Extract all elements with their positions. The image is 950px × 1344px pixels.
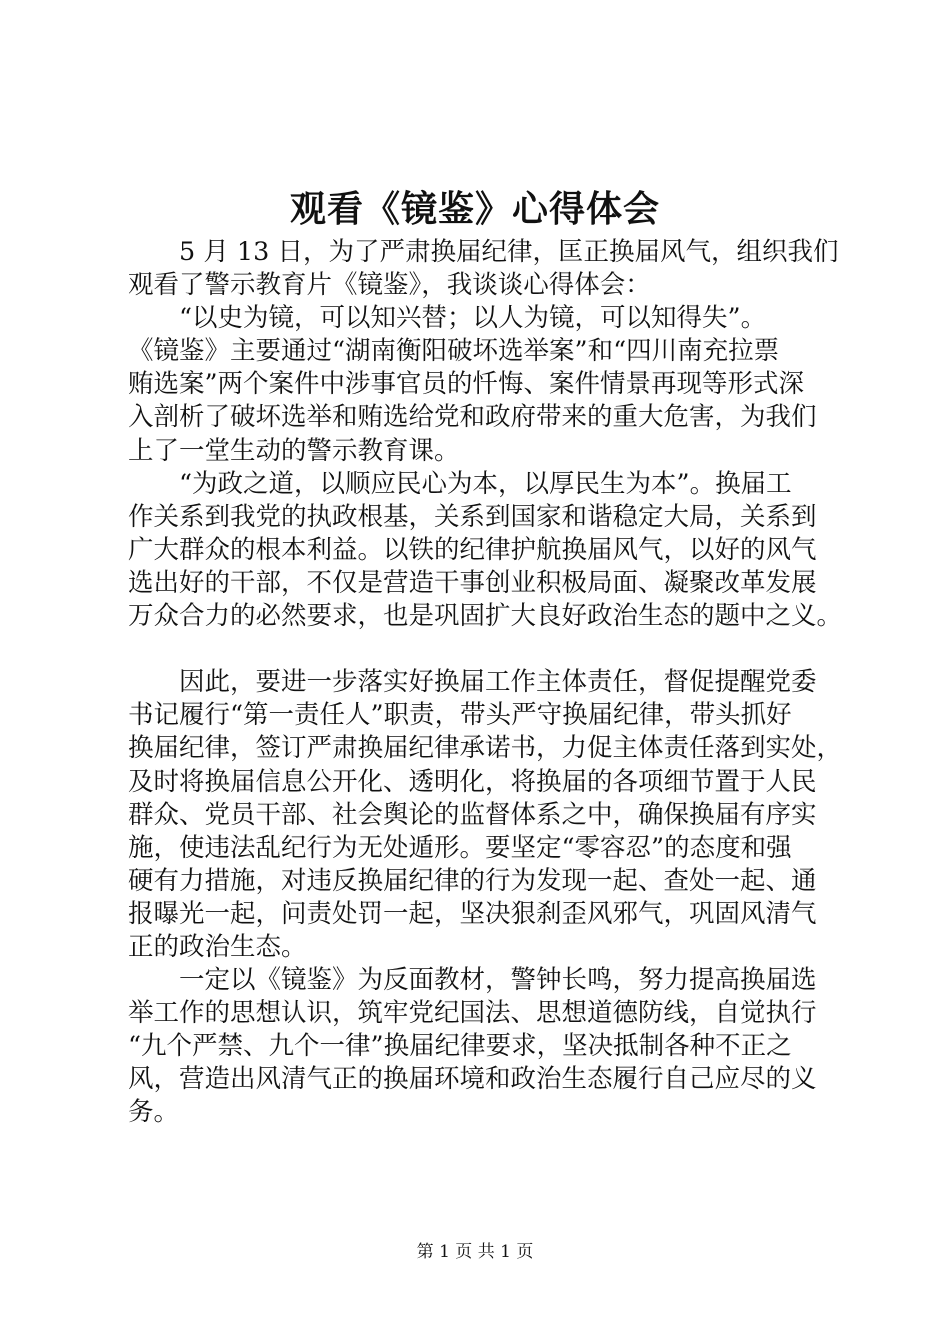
text-line: 举工作的思想认识，筑牢党纪国法、思想道德防线，自觉执行 [128, 998, 817, 1029]
text-line: “以史为镜，可以知兴替；以人为镜，可以知得失”。 [128, 303, 767, 334]
text-line: 换届纪律，签订严肃换届纪律承诺书，力促主体责任落到实处， [128, 733, 843, 764]
text-line: 5 月 13 日，为了严肃换届纪律，匡正换届风气，组织我们 [128, 237, 839, 267]
text-line: 作关系到我党的执政根基，关系到国家和谐稳定大局，关系到 [128, 501, 817, 532]
text-line: “九个严禁、九个一律”换届纪律要求，坚决抵制各种不正之 [128, 1031, 792, 1062]
text-line: 书记履行“第一责任人”职责，带头严守换届纪律，带头抓好 [128, 700, 792, 731]
text-line: 务。 [128, 1097, 180, 1128]
page-number-footer: 第 1 页 共 1 页 [416, 1242, 534, 1262]
text-line: 硬有力措施，对违反换届纪律的行为发现一起、查处一起、通 [128, 865, 817, 896]
text-line: “为政之道，以顺应民心为本，以厚民生为本”。换届工 [128, 468, 792, 499]
document-body [128, 236, 858, 1130]
text-line: 万众合力的必然要求，也是巩固扩大良好政治生态的题中之义。 [128, 601, 843, 632]
text-line: 及时将换届信息公开化、透明化，将换届的各项细节置于人民 [128, 766, 817, 797]
text-line: 《镜鉴》主要通过“湖南衡阳破坏选举案”和“四川南充拉票 [128, 336, 780, 367]
text-line: 广大群众的根本利益。以铁的纪律护航换届风气，以好的风气 [128, 534, 817, 565]
text-line: 施，使违法乱纪行为无处遁形。要坚定“零容忍”的态度和强 [128, 832, 792, 863]
document-title: 观看《镜鉴》心得体会 [289, 188, 660, 230]
text-line: 报曝光一起，问责处罚一起，坚决狠刹歪风邪气，巩固风清气 [128, 898, 817, 929]
text-line: 群众、党员干部、社会舆论的监督体系之中，确保换届有序实 [128, 799, 817, 830]
blank-line [128, 633, 858, 666]
text-line: 上了一堂生动的警示教育课。 [128, 435, 460, 466]
text-line: 因此，要进一步落实好换届工作主体责任，督促提醒党委 [128, 667, 817, 698]
text-line: 一定以《镜鉴》为反面教材，警钟长鸣，努力提高换届选 [128, 965, 817, 996]
text-line: 选出好的干部，不仅是营造干事创业积极局面、凝聚改革发展 [128, 567, 817, 598]
text-line: 正的政治生态。 [128, 931, 307, 962]
text-line: 入剖析了破坏选举和贿选给党和政府带来的重大危害，为我们 [128, 402, 817, 433]
text-line: 观看了警示教育片《镜鉴》，我谈谈心得体会： [128, 270, 651, 301]
text-line: 贿选案”两个案件中涉事官员的忏悔、案件情景再现等形式深 [128, 369, 805, 400]
text-line: 风，营造出风清气正的换届环境和政治生态履行自己应尽的义 [128, 1064, 817, 1095]
